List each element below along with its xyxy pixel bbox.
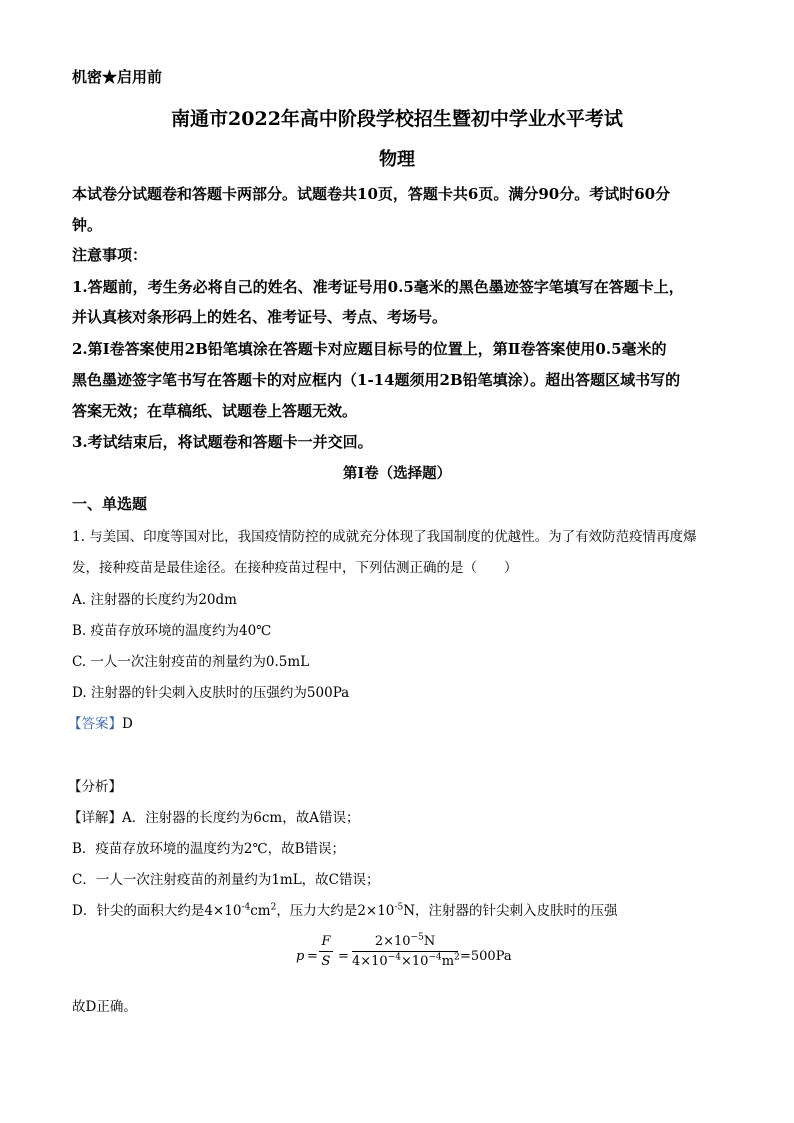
detail-d-area: 4×10 xyxy=(204,903,242,919)
option-a: A. 注射器的长度约为20dm xyxy=(72,592,237,608)
note-2-line-1: 2.第Ⅰ卷答案使用2B铅笔填涂在答题卡对应题目标号的位置上，第Ⅱ卷答案使用0.5毫米的 xyxy=(72,340,667,358)
den-exp-2: −4 xyxy=(428,952,442,963)
note-2-line-3: 答案无效；在草稿纸、试题卷上答题无效。 xyxy=(72,402,358,420)
secret-mark: 机密★启用前 xyxy=(72,68,163,86)
formula-denominator xyxy=(352,954,458,969)
note-3: 3.考试结束后，将试题卷和答题卡一并交回。 xyxy=(72,433,373,451)
formula-result: =500Pa xyxy=(460,949,512,964)
option-c: C. 一人一次注射疫苗的剂量约为0.5mL xyxy=(72,654,310,670)
den-exp: −4 xyxy=(387,952,401,963)
subject-title: 物理 xyxy=(379,149,415,170)
formula-eq-1: = xyxy=(307,949,318,964)
formula-fraction-fs xyxy=(319,934,333,969)
note-2-line-2: 黑色墨迹签字笔书写在答题卡的对应框内（1-14题须用2B铅笔填涂）。超出答题区域书写的 xyxy=(72,371,681,389)
formula-numerator xyxy=(352,934,458,949)
detail-line-d xyxy=(72,899,618,919)
notes-heading: 注意事项： xyxy=(72,246,148,264)
option-b: B. 疫苗存放环境的温度约为40℃ xyxy=(72,623,272,639)
formula-f: F xyxy=(321,934,331,949)
detail-d-area-unit: cm xyxy=(250,903,271,919)
detail-d-area-unit-exp: 2 xyxy=(270,902,277,913)
volume-heading: 第Ⅰ卷（选择题） xyxy=(342,465,452,482)
conclusion: 故D正确。 xyxy=(72,999,137,1015)
num-exp: −5 xyxy=(410,932,424,943)
intro-line-1: 本试卷分试题卷和答题卡两部分。试题卷共10页，答题卡共6页。满分90分。考试时60分 xyxy=(72,185,671,203)
num-unit: N xyxy=(423,934,436,949)
exam-title: 南通市2022年高中阶段学校招生暨初中学业水平考试 xyxy=(171,108,623,130)
detail-d-prefix: D．针尖的面积大约是 xyxy=(72,903,205,919)
detail-d-area-exp: -4 xyxy=(241,902,251,913)
fraction-bar xyxy=(319,951,333,952)
detail-d-suffix: ，注射器的针尖刺入皮肤时的压强 xyxy=(415,903,618,919)
detail-line-a: 【详解】A．注射器的长度约为6cm，故A错误； xyxy=(68,810,360,826)
question-1-stem-line-2: 发，接种疫苗是最佳途径。在接种疫苗过程中，下列估测正确的是（ ） xyxy=(72,560,518,576)
answer-value: D xyxy=(122,716,133,732)
note-1-line-2: 并认真核对条形码上的姓名、准考证号、考点、考场号。 xyxy=(72,308,448,326)
detail-d-force: 2×10 xyxy=(357,903,395,919)
formula-p: p xyxy=(296,949,305,964)
detail-line-b: B．疫苗存放环境的温度约为2℃，故B错误； xyxy=(72,841,346,857)
part-heading: 一、单选题 xyxy=(72,495,148,513)
den-unit-exp: 2 xyxy=(454,952,460,963)
num-base: 2×10 xyxy=(374,934,411,949)
formula-eq-2: = xyxy=(338,949,349,964)
question-1-stem-line-1: 1. 与美国、印度等国对比，我国疫情防控的成就充分体现了我国制度的优越性。为了有效防范疫情再度爆 xyxy=(72,529,697,545)
detail-d-force-unit: N xyxy=(403,903,415,919)
detail-d-force-exp: -5 xyxy=(394,902,404,913)
intro-line-2: 钟。 xyxy=(72,216,103,234)
answer-line xyxy=(68,712,133,732)
den-unit: m xyxy=(441,954,455,969)
answer-tag: 【答案】 xyxy=(68,716,122,732)
den-base: 4×10 xyxy=(352,954,388,969)
formula-s: S xyxy=(321,954,331,969)
option-d: D. 注射器的针尖刺入皮肤时的压强约为500Pa xyxy=(72,685,350,701)
detail-line-c: C．一人一次注射疫苗的剂量约为1mL，故C错误； xyxy=(72,872,380,888)
analysis-tag: 【分析】 xyxy=(68,779,122,795)
den-mid: ×10 xyxy=(401,954,429,969)
detail-d-mid: ，压力大约是 xyxy=(276,903,358,919)
formula-fraction-values xyxy=(352,934,458,969)
fraction-bar xyxy=(352,951,458,952)
note-1-line-1: 1.答题前，考生务必将自己的姓名、准考证号用0.5毫米的黑色墨迹签字笔填写在答题卡上， xyxy=(72,278,684,296)
